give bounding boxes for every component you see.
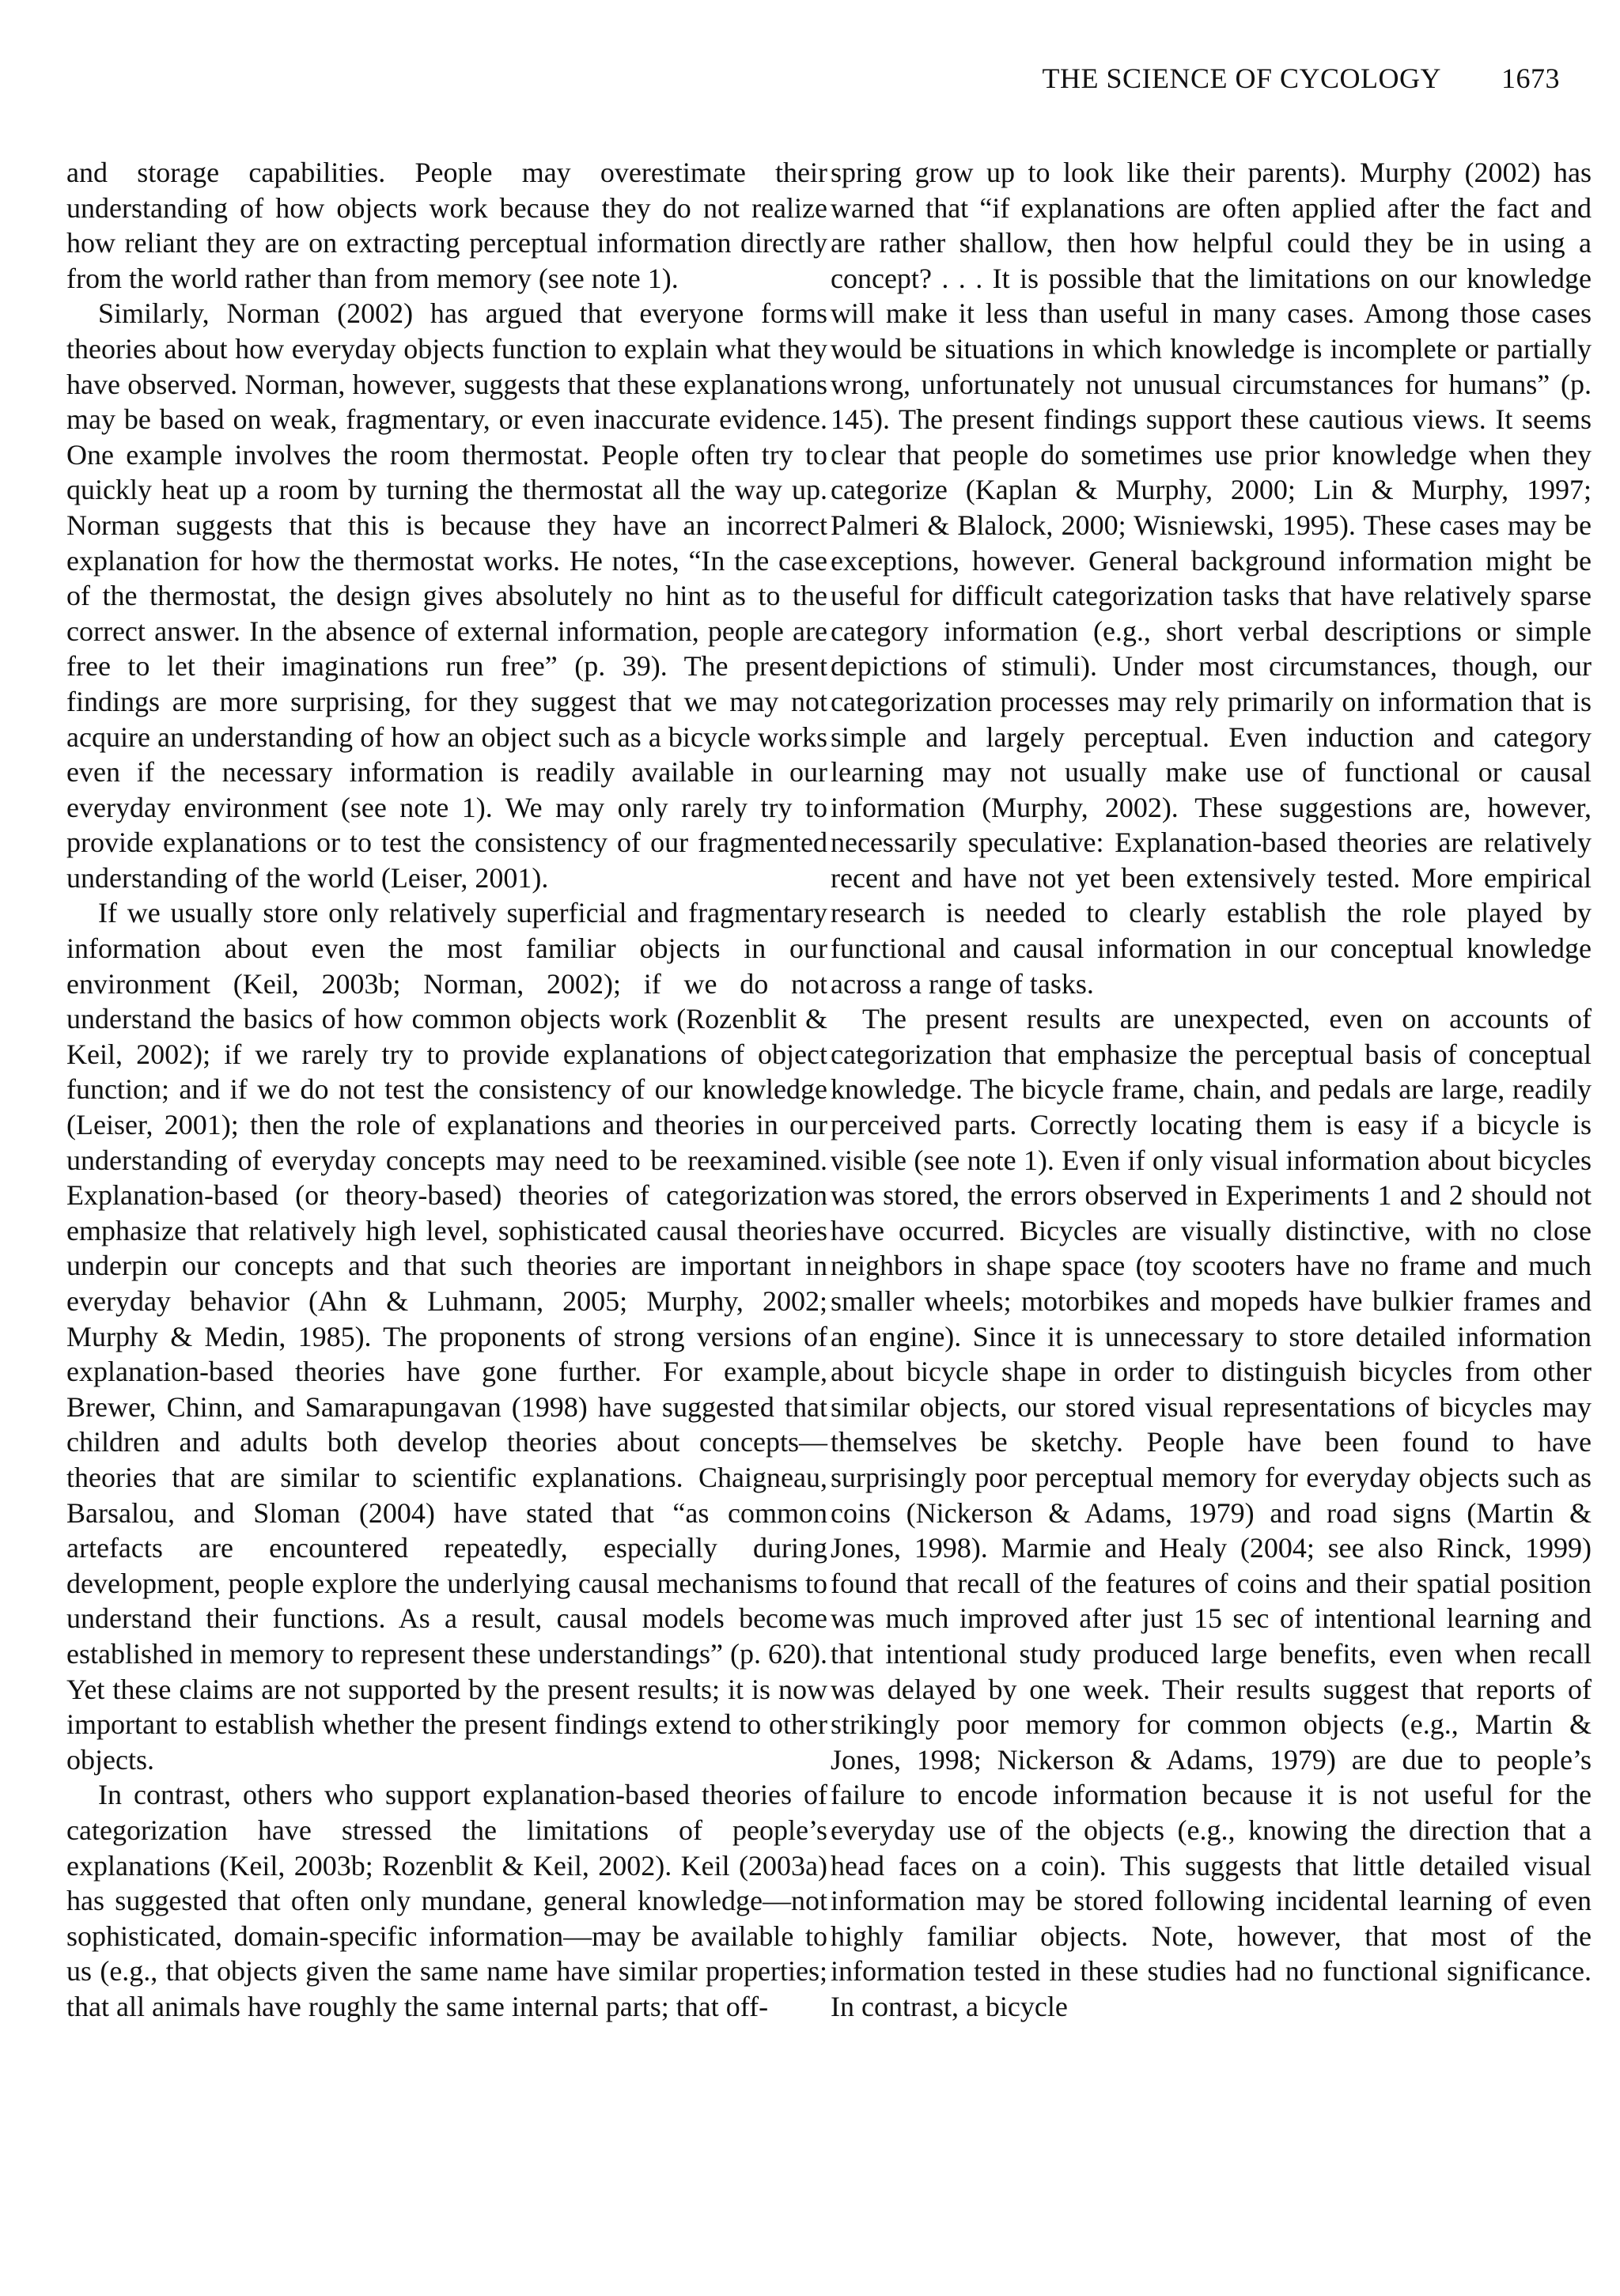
paragraph: In contrast, others who support explanation-based theories of categorization have stressed the limitations of people’s explanations (Keil, 2003b; Rozenblit & Keil, 2002). Keil (2003a) has suggested that often only mundane, general knowledge—not sophisticated, domain-specific information—may be available to us (e.g., that objects given the same name have similar properties; that all animals have roughly the same internal parts; that off- [66,1779,827,2022]
paragraph: and storage capabilities. People may overestimate their understanding of how objects work because they do not realize how reliant they are on extracting perceptual information directly from the world rather than from memory (see note 1). [66,157,827,294]
paragraph: The present results are unexpected, even on accounts of categorization that emphasize the perceptual basis of conceptual knowledge. The bicycle frame, chain, and pedals are large, readily perceived parts. Correctly locating them is easy if a bicycle is visible (see note 1). Even if only visual information about bicycles was stored, the errors observed in Experiments 1 and 2 should not have occurred. Bicycles are visually distinctive, with no close neighbors in shape space (toy scooters have no frame and much smaller wheels; motorbikes and mopeds have bulkier frames and an engine). Since it is unnecessary to store detailed information about bicycle shape in order to distinguish bicycles from other similar objects, our stored visual representations of bicycles may themselves be sketchy. People have been found to have surprisingly poor perceptual memory for everyday objects such as coins (Nickerson & Adams, 1979) and road signs (Martin & Jones, 1998). Marmie and Healy (2004; see also Rinck, 1999) found that recall of the features of coins and their spatial position was much improved after just 15 sec of intentional learning and that intentional study produced large benefits, even when recall was delayed by one week. Their results suggest that reports of strikingly poor memory for common objects (e.g., Martin & Jones, 1998; Nickerson & Adams, 1979) are due to people’s failure to encode information because it is not useful for the everyday use of the objects (e.g., knowing the direction that a head faces on a coin). This suggests that little detailed visual information may be stored following incidental learning of even highly familiar objects. Note, however, that most of the information tested in these studies had no functional significance. In contrast, a bicycle [831,1003,1592,2022]
paragraph: If we usually store only relatively superficial and fragmentary information about even the most familiar objects in our environment (Keil, 2003b; Norman, 2002); if we do not understand the basics of how common objects work (Rozenblit & Keil, 2002); if we rarely try to provide explanations of object function; and if we do not test the consistency of our knowledge (Leiser, 2001); then the role of explanations and theories in our understanding of everyday concepts may need to be reexamined. Explanation-based (or theory-based) theories of categorization emphasize that relatively high level, sophisticated causal theories underpin our concepts and that such theories are important in everyday behavior (Ahn & Luhmann, 2005; Murphy, 2002; Murphy & Medin, 1985). The proponents of strong versions of explanation-based theories have gone further. For example, Brewer, Chinn, and Samarapungavan (1998) have suggested that children and adults both develop theories about concepts—theories that are similar to scientific explanations. Chaigneau, Barsalou, and Sloman (2004) have stated that “as common artefacts are encountered repeatedly, especially during development, people explore the underlying causal mechanisms to understand their functions. As a result, causal models become established in memory to represent these understandings” (p. 620). Yet these claims are not supported by the present results; it is now important to establish whether the present findings extend to other objects. [66,897,827,1776]
paragraph: Similarly, Norman (2002) has argued that everyone forms theories about how everyday objects function to explain what they have observed. Norman, however, suggests that these explanations may be based on weak, fragmentary, or even inaccurate evidence. One example involves the room thermostat. People often try to quickly heat up a room by turning the thermostat all the way up. Norman suggests that this is because they have an incorrect explanation for how the thermostat works. He notes, “In the case of the thermostat, the design gives absolutely no hint as to the correct answer. In the absence of external information, people are free to let their imaginations run free” (p. 39). The present findings are more surprising, for they suggest that we may not acquire an understanding of how an object such as a bicycle works even if the necessary information is readily available in our everyday environment (see note 1). We may only rarely try to provide explanations or to test the consistency of our fragmented understanding of the world (Leiser, 2001). [66,297,827,894]
page-number: 1673 [1501,62,1560,94]
left-column [66,155,827,2024]
running-head [1042,62,1560,95]
right-column [831,155,1592,2024]
paragraph: spring grow up to look like their parents). Murphy (2002) has warned that “if explanations are often applied after the fact and are rather shallow, then how helpful could they be in using a concept? . . . It is possible that the limitations on our knowledge will make it less than useful in many cases. Among those cases would be situations in which knowledge is incomplete or partially wrong, unfortunately not unusual circumstances for humans” (p. 145). The present findings support these cautious views. It seems clear that people do sometimes use prior knowledge when they categorize (Kaplan & Murphy, 2000; Lin & Murphy, 1997; Palmeri & Blalock, 2000; Wisniewski, 1995). These cases may be exceptions, however. General background information might be useful for difficult categorization tasks that have relatively sparse category information (e.g., short verbal descriptions or simple depictions of stimuli). Under most circumstances, though, our categorization processes may rely primarily on information that is simple and largely perceptual. Even induction and category learning may not usually make use of functional or causal information (Murphy, 2002). These suggestions are, however, necessarily speculative: Explanation-based theories are relatively recent and have not yet been extensively tested. More empirical research is needed to clearly establish the role played by functional and causal information in our conceptual knowledge across a range of tasks. [831,157,1592,1000]
running-title: THE SCIENCE OF CYCOLOGY [1042,62,1441,94]
